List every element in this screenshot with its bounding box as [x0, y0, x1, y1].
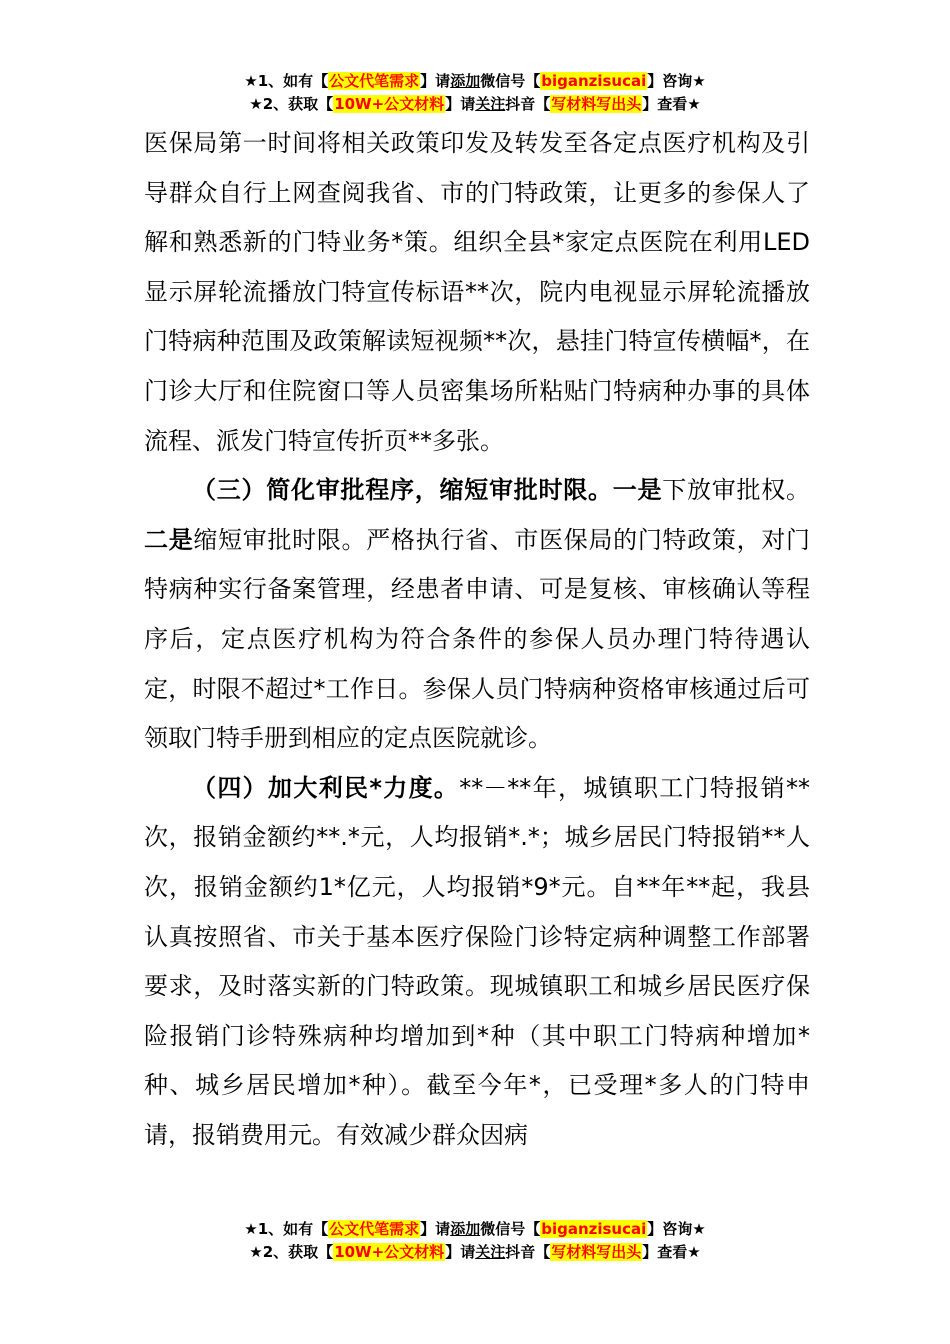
banner-text: 】请 — [420, 72, 451, 90]
banner-text: 2、获取【 — [262, 95, 334, 113]
banner-highlight: biganzisucai — [541, 72, 647, 90]
header-banner — [0, 70, 950, 116]
banner-text: 2、获取【 — [262, 1243, 334, 1261]
banner-line-2 — [0, 1241, 950, 1264]
banner-highlight: 公文代笔需求 — [329, 72, 420, 90]
banner-highlight: biganzisucai — [541, 1220, 647, 1238]
banner-text: 微信号【 — [480, 72, 541, 90]
section-heading: （三）简化审批程序，缩短审批时限。 — [192, 476, 613, 505]
footer-banner — [0, 1218, 950, 1264]
star-icon: ★ — [244, 72, 258, 90]
paragraph-text: 缩短审批时限。严格执行省、市医保局的门特政策，对门特病种实行备案管理，经患者申请、可是复核、审核确认等程序后，定点医疗机构为符合条件的参保人员办理门特待遇认定，时限不超过*工作日。参保人员门特病种资格审核通过后可领取门特手册到相应的定点医院就诊。 — [144, 525, 811, 753]
paragraph-publicity: 医保局第一时间将相关政策印发及转发至各定点医疗机构及引导群众自行上网查阅我省、市的门特政策，让更多的参保人了解和熟悉新的门特业务*策。组织全县*家定点医院在利用LED显示屏轮流播放门特宣传标语**次，院内电视显示屏轮流播放门特病种范围及政策解读短视频**次，悬挂门特宣传横幅*，在门诊大厅和住院窗口等人员密集场所粘贴门特病种办事的具体流程、派发门特宣传折页**多张。 — [144, 129, 810, 455]
banner-highlight: 写材料写出头 — [551, 1243, 642, 1261]
banner-text: 1、如有【 — [257, 1220, 329, 1238]
star-icon: ★ — [249, 1243, 263, 1261]
section-heading: （四）加大利民*力度。 — [192, 773, 460, 802]
keyword: 二是 — [144, 525, 194, 554]
banner-highlight: 写材料写出头 — [551, 95, 642, 113]
banner-text: 微信号【 — [480, 1220, 541, 1238]
star-icon: ★ — [249, 95, 263, 113]
keyword: 一是 — [612, 476, 663, 505]
banner-line-1 — [0, 70, 950, 93]
banner-underlined: 添加 — [450, 1220, 481, 1238]
banner-text: 】查看★ — [642, 95, 701, 113]
star-icon: ★ — [244, 1220, 258, 1238]
banner-text: 】请 — [445, 95, 476, 113]
banner-underlined: 添加 — [450, 72, 481, 90]
banner-underlined: 关注 — [475, 1243, 506, 1261]
paragraph-text: **－**年，城镇职工门特报销**次，报销金额约**.*元，人均报销*.*；城乡居民门特报销**人次，报销金额约1*亿元，人均报销*9*元。自**年**起，我县认真按照省、市关于基本医疗保险门诊特定病种调整工作部署要求，及时落实新的门特政策。现城镇职工和城乡居民医疗保险报销门诊特殊病种均增加到*种（其中职工门特病种增加*种、城乡居民增加*种）。截至今年*，已受理*多人的门特申请，报销费用元。有效减少群众因病 — [144, 773, 810, 1149]
banner-line-2 — [0, 93, 950, 116]
banner-text: 抖音【 — [505, 95, 551, 113]
banner-text: 】请 — [420, 1220, 451, 1238]
document-body — [144, 119, 810, 1160]
banner-line-1 — [0, 1218, 950, 1241]
banner-underlined: 关注 — [475, 95, 506, 113]
banner-highlight: 10W+公文材料 — [334, 95, 445, 113]
banner-text: 】咨询★ — [647, 1220, 706, 1238]
banner-text: 1、如有【 — [257, 72, 329, 90]
banner-text: 】咨询★ — [647, 72, 706, 90]
banner-highlight: 10W+公文材料 — [334, 1243, 445, 1261]
banner-text: 抖音【 — [505, 1243, 551, 1261]
banner-highlight: 公文代笔需求 — [329, 1220, 420, 1238]
paragraph-text: 下放审批权。 — [662, 476, 810, 505]
banner-text: 】请 — [445, 1243, 476, 1261]
banner-text: 】查看★ — [642, 1243, 701, 1261]
paragraph-benefits — [144, 764, 810, 1161]
paragraph-approval — [144, 466, 810, 764]
